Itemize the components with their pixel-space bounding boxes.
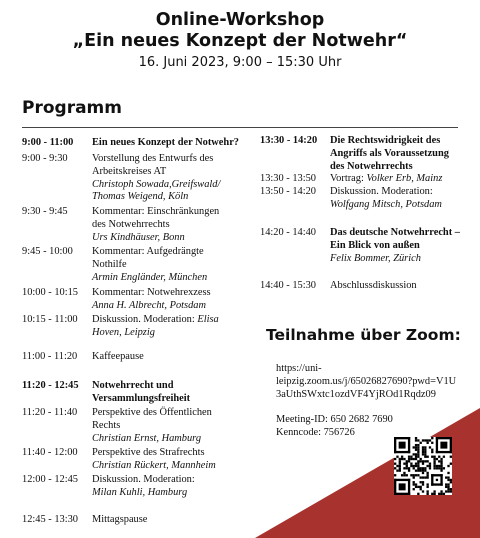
entry-line <box>92 420 120 433</box>
entry-line-text: Angriffs als Voraussetzung <box>330 147 449 159</box>
entry-line-text: Armin Engländer, München <box>92 271 208 283</box>
entry-line-text: Abschlussdiskussion <box>330 280 417 291</box>
entry-line-name: Elisa <box>197 314 219 325</box>
entry-line <box>92 287 211 300</box>
entry-line <box>92 300 206 313</box>
qr-code-icon <box>394 437 452 495</box>
entry-line <box>330 173 442 186</box>
zoom-url-line2[interactable]: leipzig.zoom.us/j/65026827690?pwd=V1U <box>276 376 457 387</box>
entry-line-text: Anna H. Albrecht, Potsdam <box>92 299 206 311</box>
entry-line-text: Rechts <box>92 419 121 431</box>
entry-time: 13:50 - 14:20 <box>260 186 316 197</box>
entry-line <box>92 179 220 192</box>
entry-line <box>92 191 188 204</box>
entry-line <box>330 253 421 266</box>
entry-line <box>92 153 213 166</box>
event-date: 16. Juni 2023, 9:00 – 15:30 Uhr <box>138 55 342 70</box>
entry-time: 10:15 - 11:00 <box>22 314 78 325</box>
entry-line-text: Das deutsche Notwehrrecht – <box>330 227 460 238</box>
entry-line <box>92 219 170 232</box>
entry-line <box>92 474 195 487</box>
entry-line-text: Christian Ernst, Hamburg <box>92 432 202 444</box>
entry-line-text: Kommentar: Aufgedrängte <box>92 246 204 257</box>
entry-line-text: Ein neues Konzept der Notwehr? <box>92 137 240 148</box>
entry-time: 12:45 - 13:30 <box>22 514 78 525</box>
entry-line <box>92 433 201 446</box>
entry-line <box>92 393 190 406</box>
entry-line <box>92 272 207 285</box>
entry-line <box>92 380 174 393</box>
entry-line <box>92 166 166 179</box>
entry-line-text: Christian Rückert, Mannheim <box>92 459 216 471</box>
zoom-url-line3[interactable]: 3aUthSWxtc1ozdVF4YjROd1Rqdz09 <box>276 389 436 400</box>
entry-time: 11:00 - 11:20 <box>22 351 78 362</box>
entry-line-text: Nothilfe <box>92 258 127 270</box>
entry-time: 14:20 - 14:40 <box>260 227 316 238</box>
entry-line <box>92 232 185 245</box>
entry-line-text: Arbeitskreises AT <box>92 165 167 177</box>
entry-time: 9:45 - 10:00 <box>22 246 73 257</box>
entry-line <box>92 351 144 364</box>
entry-line-text: Vorstellung des Entwurfs des <box>92 153 214 164</box>
entry-time: 13:30 - 14:20 <box>260 135 318 146</box>
entry-time: 11:20 - 11:40 <box>22 407 78 418</box>
entry-line-text: Diskussion. Moderation: <box>92 474 195 485</box>
header <box>0 10 480 72</box>
entry-line-text: Diskussion. Moderation: <box>330 186 433 197</box>
entry-line-text: Notwehrrecht und <box>92 380 174 391</box>
entry-line <box>92 327 155 340</box>
entry-line <box>330 161 413 174</box>
entry-time: 10:00 - 10:15 <box>22 287 78 298</box>
entry-line <box>330 186 433 199</box>
entry-line <box>330 227 460 240</box>
entry-line <box>92 206 219 219</box>
entry-line-text: Perspektive des Strafrechts <box>92 447 205 458</box>
program-left-column <box>22 137 258 537</box>
entry-line <box>330 199 442 212</box>
entry-line <box>92 514 147 527</box>
entry-line-text: Christoph Sowada,Greifswald/ <box>92 178 221 190</box>
entry-time: 9:00 - 11:00 <box>22 137 74 148</box>
entry-line-text: Perspektive des Öffentlichen <box>92 407 212 418</box>
entry-line-text: Ein Blick von außen <box>330 239 420 251</box>
entry-line-text: Kommentar: Einschränkungen <box>92 206 220 217</box>
entry-line-text: des Notwehrrechts <box>92 218 170 230</box>
entry-line-text: des Notwehrrechts <box>330 160 413 172</box>
entry-line-text: Kommentar: Notwehrexzess <box>92 287 211 298</box>
entry-line-text: Mittagspause <box>92 514 148 525</box>
entry-line <box>330 135 440 148</box>
entry-time: 13:30 - 13:50 <box>260 173 316 184</box>
entry-line-name: Volker Erb, Mainz <box>366 173 443 184</box>
kenncode: Kenncode: 756726 <box>276 427 355 438</box>
entry-line <box>330 240 420 253</box>
title-line2: „Ein neues Konzept der Notwehr“ <box>72 31 408 51</box>
entry-line-text: Versammlungsfreiheit <box>92 392 191 404</box>
entry-line <box>92 447 205 460</box>
entry-time: 9:30 - 9:45 <box>22 206 68 217</box>
entry-line-text: Die Rechtswidrigkeit des <box>330 135 441 146</box>
entry-line-text: Felix Bommer, Zürich <box>330 252 421 264</box>
entry-line-text: Urs Kindhäuser, Bonn <box>92 231 185 243</box>
entry-line-text: Thomas Weigend, Köln <box>92 191 189 203</box>
entry-line-text: Kaffeepause <box>92 351 144 362</box>
entry-line-text: Diskussion. Moderation: <box>92 314 198 325</box>
entry-time: 9:00 - 9:30 <box>22 153 68 164</box>
entry-time: 14:40 - 15:30 <box>260 280 316 291</box>
entry-line-text: Milan Kuhli, Hamburg <box>92 486 188 498</box>
entry-line <box>92 246 204 259</box>
entry-line <box>92 460 216 473</box>
entry-time: 11:20 - 12:45 <box>22 380 79 391</box>
entry-line <box>92 487 187 500</box>
entry-line-text: Hoven, Leipzig <box>92 326 155 338</box>
entry-line-text: Vortrag: <box>330 173 367 184</box>
entry-line <box>92 137 239 150</box>
entry-line <box>92 314 219 327</box>
entry-line <box>92 407 212 420</box>
entry-line-text: Wolfgang Mitsch, Potsdam <box>330 198 442 210</box>
entry-time: 12:00 - 12:45 <box>22 474 78 485</box>
zoom-heading: Teilnahme über Zoom: <box>266 326 461 344</box>
program-right-column <box>260 135 480 295</box>
entry-line <box>330 280 417 293</box>
programm-heading: Programm <box>22 98 122 118</box>
meeting-id: Meeting-ID: 650 2682 7690 <box>276 414 393 425</box>
title-line1: Online-Workshop <box>155 10 325 30</box>
zoom-url-line1[interactable]: https://uni- <box>276 363 322 374</box>
entry-line <box>92 259 127 272</box>
entry-time: 11:40 - 12:00 <box>22 447 78 458</box>
divider <box>22 127 458 128</box>
entry-line <box>330 148 449 161</box>
